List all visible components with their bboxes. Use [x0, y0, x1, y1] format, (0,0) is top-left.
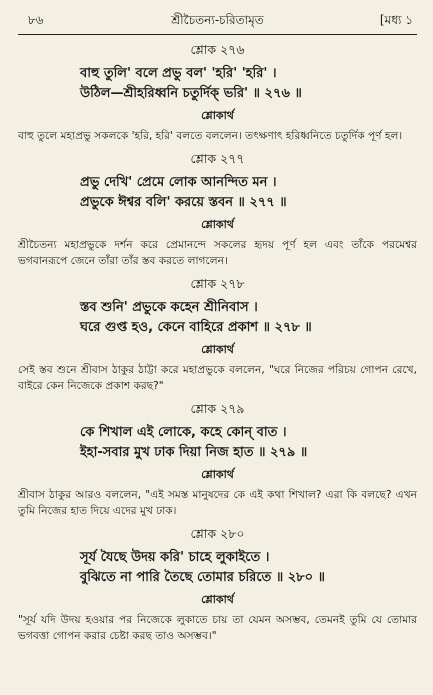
translation-text: শ্রীচৈতন্য মহাপ্রভুকে দর্শন করে প্রেমানন্দে সকলের হৃদয় পূর্ণ হল এবং তাঁকে পরমেশ্বর ভগবানরূপে জেনে তাঁরা তাঁর স্তব করতে লাগলেন।: [18, 239, 417, 267]
verse-heading: শ্লোক ২৮০: [190, 526, 245, 541]
verse-heading: শ্লোক ২৭৬: [190, 42, 245, 57]
translation-heading: শ্লোকার্থ: [201, 468, 234, 481]
verse-block: [18, 42, 417, 144]
verse-line: বুঝিতে না পারি তৈছে তোমার চরিতে ॥ ২৮০ ॥: [80, 570, 325, 585]
verse-line: সূর্য যৈছে উদয় করি' চাহে লুকাইতে ।: [80, 550, 270, 565]
translation-heading: শ্লোকার্থ: [201, 593, 234, 606]
translation-text: সেই স্তব শুনে শ্রীবাস ঠাকুর ঠাট্টা করে মহাপ্রভুকে বললেন, "ঘরে নিজের পরিচয় গোপন রেখে, বাইরে কেন নিজেকে প্রকাশ করছ?": [18, 364, 417, 392]
translation-heading: শ্লোকার্থ: [201, 218, 234, 231]
verse-block: [18, 151, 417, 269]
translation-text: শ্রীবাস ঠাকুর আরও বললেন, "এই সমস্ত মানুষদের কে এই কথা শিখাল? এরা কি বলছে? এখন তুমি নিজের হাত দিয়ে এদের মুখ ঢাক।: [18, 489, 417, 517]
verse-line: প্রভুকে ঈশ্বর বলি' করয়ে স্তবন ॥ ২৭৭ ॥: [80, 195, 287, 210]
page-header: [18, 8, 417, 35]
verse-line: উঠিল—শ্রীহরিধ্বনি চতুর্দিক্ ভরি' ॥ ২৭৬ ॥: [80, 86, 302, 101]
verse-line: স্তব শুনি' প্রভুকে কহেন শ্রীনিবাস ।: [80, 300, 258, 315]
verse-block: [18, 526, 417, 644]
verse-heading: শ্লোক ২৭৯: [190, 401, 245, 416]
verse-heading: শ্লোক ২৭৮: [190, 276, 245, 291]
verse-line: কে শিখাল এই লোকে, কহে কোন্ বাত ।: [80, 425, 287, 440]
translation-text: বাহু তুলে মহাপ্রভু সকলকে 'হরি, হরি' বলতে বললেন। তৎক্ষণাৎ হরিধ্বনিতে চতুর্দিক পূর্ণ হল।: [18, 130, 403, 142]
translation-heading: শ্লোকার্থ: [201, 109, 234, 122]
verse-block: [18, 276, 417, 394]
translation-heading: শ্লোকার্থ: [201, 343, 234, 356]
verse-line: ইহা-সবার মুখ ঢাক দিয়া নিজ হাত ॥ ২৭৯ ॥: [80, 445, 308, 460]
verse-line: ঘরে গুপ্ত হও, কেনে বাহিরে প্রকাশ ॥ ২৭৮ ॥: [80, 320, 312, 335]
verse-block: [18, 401, 417, 519]
book-title: শ্রীচৈতন্য-চরিতামৃত: [171, 13, 264, 27]
section-label: [মধ্য ১: [379, 13, 413, 27]
page-number: ৮৬: [28, 13, 44, 27]
verse-heading: শ্লোক ২৭৭: [190, 151, 245, 166]
verse-line: প্রভু দেখি' প্রেমে লোক আনন্দিত মন ।: [80, 175, 277, 190]
verse-line: বাহু তুলি' বলে প্রভু বল' 'হরি' 'হরি' ।: [80, 66, 277, 81]
translation-text: "সূর্য যদি উদয় হওয়ার পর নিজেকে লুকাতে চায় তা যেমন অসম্ভব, তেমনই তুমি যে তোমার ভগবত্তা গোপন করার চেষ্টা করছ তাও অসম্ভব।": [18, 614, 417, 642]
